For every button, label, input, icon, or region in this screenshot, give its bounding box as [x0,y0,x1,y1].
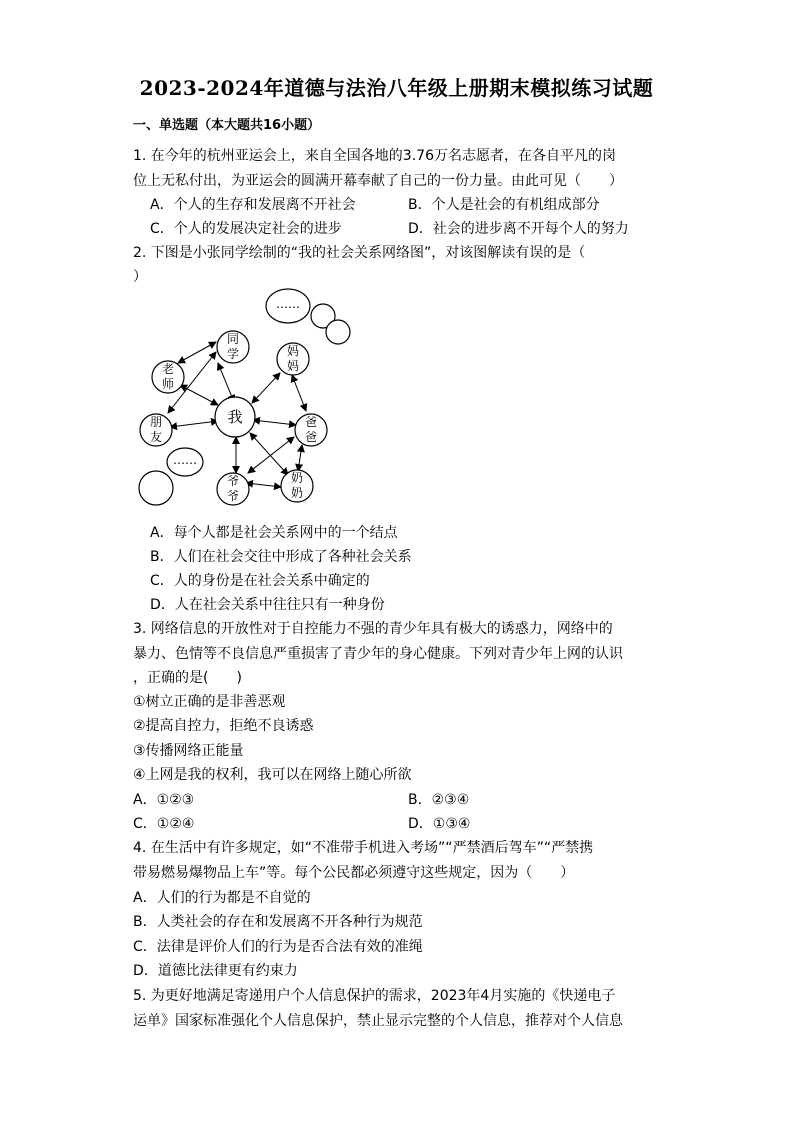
q2-stem-line-2: ） [133,269,147,285]
section-heading: 一、单选题（本大题共16小题） [133,118,321,133]
node-mom-label-1: 妈 [286,344,300,358]
q2-option-b: B．人们在社会交往中形成了各种社会关系 [150,549,412,565]
node-friend-label-1: 朋 [149,415,163,429]
q1-stem-line-1: 1. 在今年的杭州亚运会上，来自全国各地的3.76万名志愿者，在各自平凡的岗 [133,148,616,164]
q1-option-b: B．个人是社会的有机组成部分 [408,197,600,213]
q2-option-d: D．人在社会关系中往往只有一种身份 [150,597,385,613]
node-grandpa-label-1: 爷 [226,474,240,488]
q2-option-a: A．每个人都是社会关系网中的一个结点 [150,525,398,541]
q1-stem-line-2: 位上无私付出，为亚运会的圆满开幕奉献了自己的一份力量。由此可见（ ） [133,173,623,189]
node-dad-label-1: 爸 [304,415,318,429]
q2-stem-line-1: 2. 下图是小张同学绘制的“我的社会关系网络图”，对该图解读有误的是（ [133,245,586,261]
empty-circle-top-2 [326,320,350,344]
q3-item-1: ①树立正确的是非善恶观 [133,694,286,710]
q3-option-d: D．①③④ [408,816,471,832]
node-classmate-label-2: 学 [226,347,240,361]
node-teacher-label-1: 老 [161,362,175,376]
q4-stem-line-2: 带易燃易爆物品上车”等。每个公民都必须遵守这些规定，因为（ ） [133,865,575,881]
node-dad-label-2: 爸 [304,430,318,444]
node-grandma-label-1: 奶 [290,471,304,485]
q4-option-a: A．人们的行为都是不自觉的 [133,890,311,906]
q5-stem-line-1: 5. 为更好地满足寄递用户个人信息保护的需求，2023年4月实施的《快递电子 [133,988,616,1004]
ellipsis-bottom-text: …… [173,453,197,467]
q5-stem-line-2: 运单》国家标准强化个人信息保护，禁止显示完整的个人信息，推荐对个人信息 [133,1013,623,1029]
node-teacher-label-2: 师 [161,377,175,391]
q1-option-a: A．个人的生存和发展离不开社会 [150,197,356,213]
q4-option-c: C．法律是评价人们的行为是否合法有效的准绳 [133,939,423,955]
social-network-diagram [130,285,360,510]
q3-item-3: ③传播网络正能量 [133,743,244,759]
node-mom-label-2: 妈 [286,359,300,373]
q3-stem-line-3: ，正确的是( ) [133,670,242,686]
node-grandma-label-2: 奶 [290,486,304,500]
q3-option-a: A．①②③ [133,792,195,808]
empty-circle-bottom [139,471,173,505]
q3-stem-line-2: 暴力、色情等不良信息严重损害了青少年的身心健康。下列对青少年上网的认识 [133,646,623,662]
q3-item-4: ④上网是我的权利，我可以在网络上随心所欲 [133,767,412,783]
node-friend-label-2: 友 [149,430,163,444]
q3-item-2: ②提高自控力，拒绝不良诱惑 [133,718,314,734]
q3-option-c: C．①②④ [133,816,195,832]
q2-option-c: C．人的身份是在社会关系中确定的 [150,573,370,589]
node-classmate-label-1: 同 [226,332,240,346]
q3-option-b: B．②③④ [408,792,470,808]
q1-option-c: C．个人的发展决定社会的进步 [150,221,342,237]
q4-option-b: B．人类社会的存在和发展离不开各种行为规范 [133,914,423,930]
node-grandpa-label-2: 爷 [226,489,240,503]
node-me-label: 我 [227,408,243,426]
page-title: 2023-2024年道德与法治八年级上册期末模拟练习试题 [139,76,654,100]
q3-stem-line-1: 3. 网络信息的开放性对于自控能力不强的青少年具有极大的诱惑力，网络中的 [133,621,613,637]
q4-stem-line-1: 4. 在生活中有许多规定，如“不准带手机进入考场”“严禁酒后驾车”“严禁携 [133,840,594,856]
ellipsis-top-text: …… [276,297,300,311]
q1-option-d: D．社会的进步离不开每个人的努力 [408,221,629,237]
q4-option-d: D．道德比法律更有约束力 [133,963,298,979]
